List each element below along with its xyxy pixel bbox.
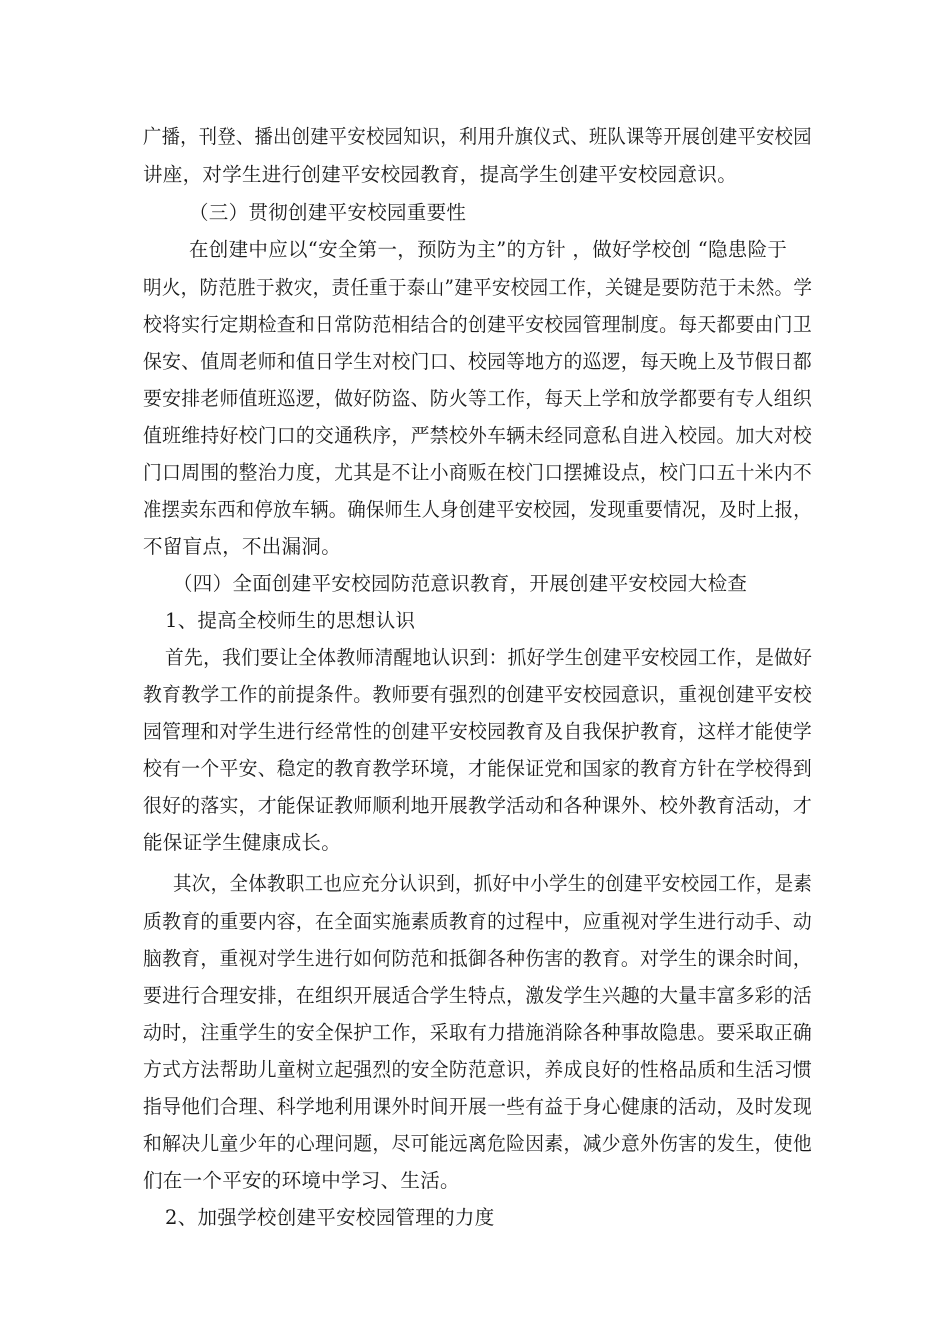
paragraph-line: 能保证学生健康成长。 xyxy=(143,831,342,854)
paragraph-line: 保安、值周老师和值日学生对校门口、校园等地方的巡逻，每天晚上及节假日都 xyxy=(143,350,813,373)
paragraph-line: 明火，防范胜于救灾，责任重于泰山”建平安校园工作，关键是要防范于未然。学 xyxy=(143,276,813,299)
paragraph-line: 动时，注重学生的安全保护工作，采取有力措施消除各种事故隐患。要采取正确 xyxy=(143,1021,813,1044)
paragraph-line: 要安排老师值班巡逻，做好防盗、防火等工作，每天上学和放学都要有专人组织 xyxy=(143,387,813,410)
paragraph-line: 门口周围的整治力度，尤其是不让小商贩在校门口摆摊设点，校门口五十米内不 xyxy=(143,461,813,484)
paragraph-line: 广播，刊登、播出创建平安校园知识，利用升旗仪式、班队课等开展创建平安校园 xyxy=(143,125,812,148)
paragraph-line: 在创建中应以“安全第一，预防为主”的方针 ，做好学校创 “隐患险于 xyxy=(189,238,788,261)
paragraph-line: 值班维持好校门口的交通秩序，严禁校外车辆未经同意私自进入校园。加大对校 xyxy=(143,424,813,447)
paragraph-line: 很好的落实，才能保证教师顺利地开展教学活动和各种课外、校外教育活动，才 xyxy=(143,794,813,817)
paragraph-line: 们在一个平安的环境中学习、生活。 xyxy=(143,1169,460,1192)
paragraph-line: 脑教育，重视对学生进行如何防范和抵御各种伤害的教育。对学生的课余时间， xyxy=(143,947,813,970)
paragraph-line: 其次，全体教职工也应充分认识到，抓好中小学生的创建平安校园工作，是素 xyxy=(173,872,813,895)
paragraph-line: 不留盲点，不出漏洞。 xyxy=(143,535,342,558)
section-heading-3: （三）贯彻创建平安校园重要性 xyxy=(189,201,467,224)
paragraph-line: 质教育的重要内容，在全面实施素质教育的过程中，应重视对学生进行动手、动 xyxy=(143,910,813,933)
paragraph-line: 和解决儿童少年的心理问题，尽可能远离危险因素，减少意外伤害的发生，使他 xyxy=(143,1132,813,1155)
subsection-heading-2: 2、加强学校创建平安校园管理的力度 xyxy=(165,1206,495,1229)
section-heading-4: （四）全面创建平安校园防范意识教育，开展创建平安校园大检查 xyxy=(173,572,748,595)
paragraph-line: 首先，我们要让全体教师清醒地认识到：抓好学生创建平安校园工作，是做好 xyxy=(165,646,813,669)
paragraph-line: 教育教学工作的前提条件。教师要有强烈的创建平安校园意识，重视创建平安校 xyxy=(143,683,813,706)
subsection-heading-1: 1、提高全校师生的思想认识 xyxy=(165,609,416,632)
paragraph-line: 方式方法帮助儿童树立起强烈的安全防范意识，养成良好的性格品质和生活习惯 xyxy=(143,1058,813,1081)
paragraph-line: 讲座，对学生进行创建平安校园教育，提高学生创建平安校园意识。 xyxy=(143,163,738,186)
paragraph-line: 校将实行定期检查和日常防范相结合的创建平安校园管理制度。每天都要由门卫 xyxy=(143,313,813,336)
paragraph-line: 园管理和对学生进行经常性的创建平安校园教育及自我保护教育，这样才能使学 xyxy=(143,720,813,743)
paragraph-line: 要进行合理安排，在组织开展适合学生特点，激发学生兴趣的大量丰富多彩的活 xyxy=(143,984,813,1007)
paragraph-line: 指导他们合理、科学地利用课外时间开展一些有益于身心健康的活动，及时发现 xyxy=(143,1095,813,1118)
paragraph-line: 准摆卖东西和停放车辆。确保师生人身创建平安校园，发现重要情况，及时上报， xyxy=(143,498,812,521)
paragraph-line: 校有一个平安、稳定的教育教学环境，才能保证党和国家的教育方针在学校得到 xyxy=(143,757,813,780)
